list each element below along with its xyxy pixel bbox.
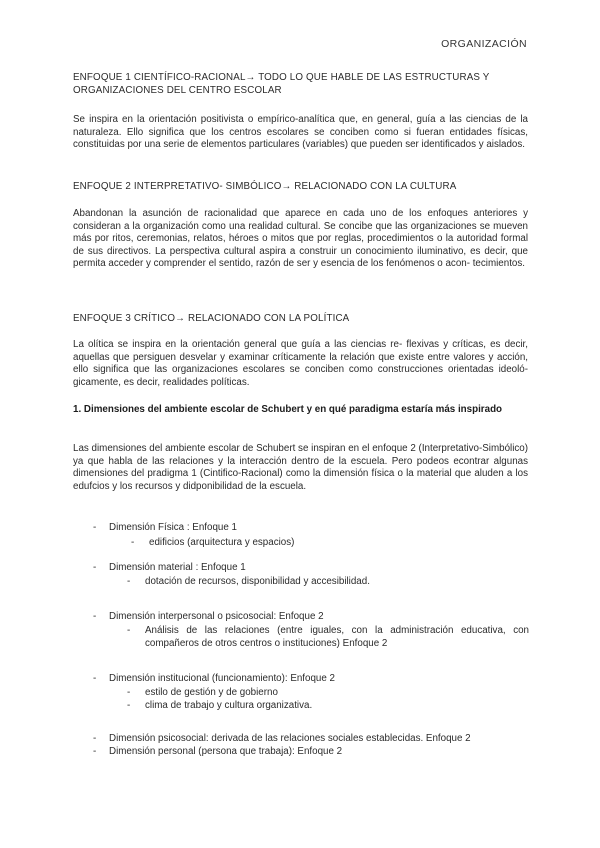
enfoque-2-heading: ENFOQUE 2 INTERPRETATIVO- SIMBÓLICO→ RELACIONADO CON LA CULTURA	[73, 181, 457, 192]
sub-item-text: clima de trabajo y cultura organizativa.	[145, 700, 313, 711]
bullet-dash: -	[93, 522, 97, 533]
sub-list-item	[127, 687, 529, 700]
sub-item-text: edificios (arquitectura y espacios)	[149, 537, 295, 548]
bullet-dash: -	[131, 537, 135, 548]
sub-item-text: estilo de gestión y de gobierno	[145, 687, 278, 698]
enfoque-1-heading: ENFOQUE 1 CIENTÍFICO-RACIONAL→ TODO LO QUE HABLE DE LAS ESTRUCTURAS Y ORGANIZACIONES DEL CENTRO ESCOLAR	[73, 72, 490, 96]
enfoque-3-body: La olítica se inspira en la orientación general que guía a las ciencias re- flexivas y críticas, es decir, aquellas que persiguen desvelar y examinar críticamente la relación que existe entre valores y acción, ello significa que las organizaciones escolares se conciben como construcciones orientadas ideoló- gicamente, es decir, realidades políticas.	[73, 339, 528, 388]
dimension-label: Dimensión Física : Enfoque 1	[109, 522, 237, 533]
enfoque-3-heading: ENFOQUE 3 CRÍTICO→ RELACIONADO CON LA POLÍTICA	[73, 313, 350, 324]
bullet-dash: -	[127, 687, 131, 698]
dimension-label: Dimensión personal (persona que trabaja): Enfoque 2	[109, 746, 343, 757]
sub-list-item	[131, 537, 533, 550]
sub-item-text: Análisis de las relaciones (entre iguales, con la administración educativa, con compañeros de otros centros o instituciones) Enfoque 2	[145, 625, 529, 649]
bullet-dash: -	[93, 611, 97, 622]
dimension-label: Dimensión material : Enfoque 1	[109, 562, 246, 573]
enfoque-2-body: Abandonan la asunción de racionalidad que aparece en cada uno de los enfoques anteriores y consideran a la organización como una realidad cultural. Se concibe que las organizaciones se mueven más por ritos, ceremonias, relatos, héroes o mitos que por reglas, procedimientos o la autoridad formal de sus directivos. La perspectiva cultural aspira a construir un conocimiento iluminativo, es decir, que permita acceder y comprender el sentido, razón de ser y esencia de los fenómenos o acon- tecimientos.	[73, 208, 528, 270]
sub-list-item	[127, 576, 529, 589]
dimension-label: Dimensión institucional (funcionamiento): Enfoque 2	[109, 673, 335, 684]
bullet-dash: -	[93, 746, 97, 757]
enfoque-1-body: Se inspira en la orientación positivista o empírico-analítica que, en general, guía a las ciencias de la naturaleza. Ello significa que los centros escolares se conciben como si fueran entidades físicas, constituidas por una serie de elementos particulares (variables) que pueden ser identificados y aislados.	[73, 114, 528, 151]
bullet-dash: -	[93, 673, 97, 684]
dimension-label: Dimensión interpersonal o psicosocial: Enfoque 2	[109, 611, 324, 622]
bullet-dash: -	[93, 562, 97, 573]
bullet-dash: -	[93, 733, 97, 744]
question-1-title: 1. Dimensiones del ambiente escolar de Schubert y en qué paradigma estaría más inspirado	[73, 404, 503, 415]
bullet-dash: -	[127, 700, 131, 711]
dimension-label: Dimensión psicosocial: derivada de las relaciones sociales establecidas. Enfoque 2	[109, 733, 471, 744]
sub-list-item	[127, 700, 529, 713]
page-header-title: ORGANIZACIÓN	[441, 38, 527, 50]
sub-list-item	[127, 625, 529, 650]
bullet-dash: -	[127, 576, 131, 587]
sub-item-text: dotación de recursos, disponibilidad y accesibilidad.	[145, 576, 370, 587]
question-1-body: Las dimensiones del ambiente escolar de Schubert se inspiran en el enfoque 2 (Interpretativo-Simbólico) ya que habla de las relaciones y la interacción dentro de la escuela. Pero podeos econtrar algunas dimensiones del pradigma 1 (Cintifico-Racional) como la dimensión física o la material que aluden a los edufcios y los recursos y didponibilidad de la escuela.	[73, 443, 528, 492]
bullet-dash: -	[127, 625, 131, 636]
